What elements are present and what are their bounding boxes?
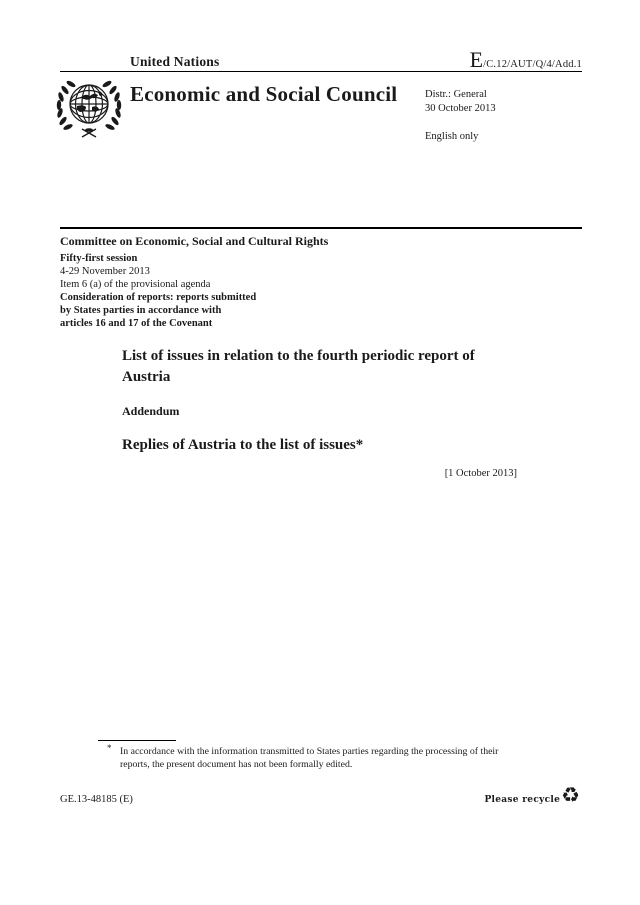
un-emblem-icon — [56, 79, 122, 139]
title-block — [122, 346, 572, 479]
distribution-block — [425, 88, 496, 144]
council-title: Economic and Social Council — [130, 82, 398, 106]
session-dates: 4-29 November 2013 — [60, 266, 150, 277]
doc-symbol — [470, 47, 582, 73]
doc-symbol-rest: /C.12/AUT/Q/4/Add.1 — [483, 59, 582, 70]
header-rule — [60, 71, 582, 72]
org-name: United Nations — [130, 54, 220, 69]
agenda-item: Item 6 (a) of the provisional agenda — [60, 279, 211, 290]
recycle-icon: ♻ — [561, 783, 580, 807]
distr-line: Distr.: General — [425, 89, 487, 100]
doc-number: GE.13-48185 (E) — [60, 794, 133, 805]
doc-title — [122, 346, 572, 388]
addendum-label: Addendum — [122, 404, 180, 418]
footnote-line: reports, the present document has not been formally edited. — [120, 759, 353, 770]
footnote — [98, 745, 528, 771]
footnote-line: In accordance with the information transmitted to States parties regarding the processing of their — [120, 746, 499, 757]
section-rule — [60, 227, 582, 229]
submission-date: [1 October 2013] — [444, 468, 517, 479]
doc-title-line: List of issues in relation to the fourth periodic report of — [122, 348, 475, 364]
distr-date: 30 October 2013 — [425, 102, 496, 114]
language-line: English only — [425, 131, 479, 142]
agenda-line: articles 16 and 17 of the Covenant — [60, 318, 213, 329]
footnote-marker: * — [107, 743, 112, 753]
session-block — [60, 235, 328, 330]
doc-subtitle: Replies of Austria to the list of issues* — [122, 437, 364, 453]
session-name: Fifty-first session — [60, 253, 138, 264]
doc-title-line: Austria — [122, 369, 171, 385]
agenda-line: by States parties in accordance with — [60, 305, 222, 316]
agenda-line: Consideration of reports: reports submitted — [60, 292, 257, 303]
recycle-label: Please recycle — [484, 794, 561, 805]
recycle-mark — [484, 783, 580, 810]
committee-name: Committee on Economic, Social and Cultural Rights — [60, 234, 329, 248]
footnote-rule — [98, 740, 176, 741]
doc-symbol-prefix: E — [469, 47, 484, 72]
